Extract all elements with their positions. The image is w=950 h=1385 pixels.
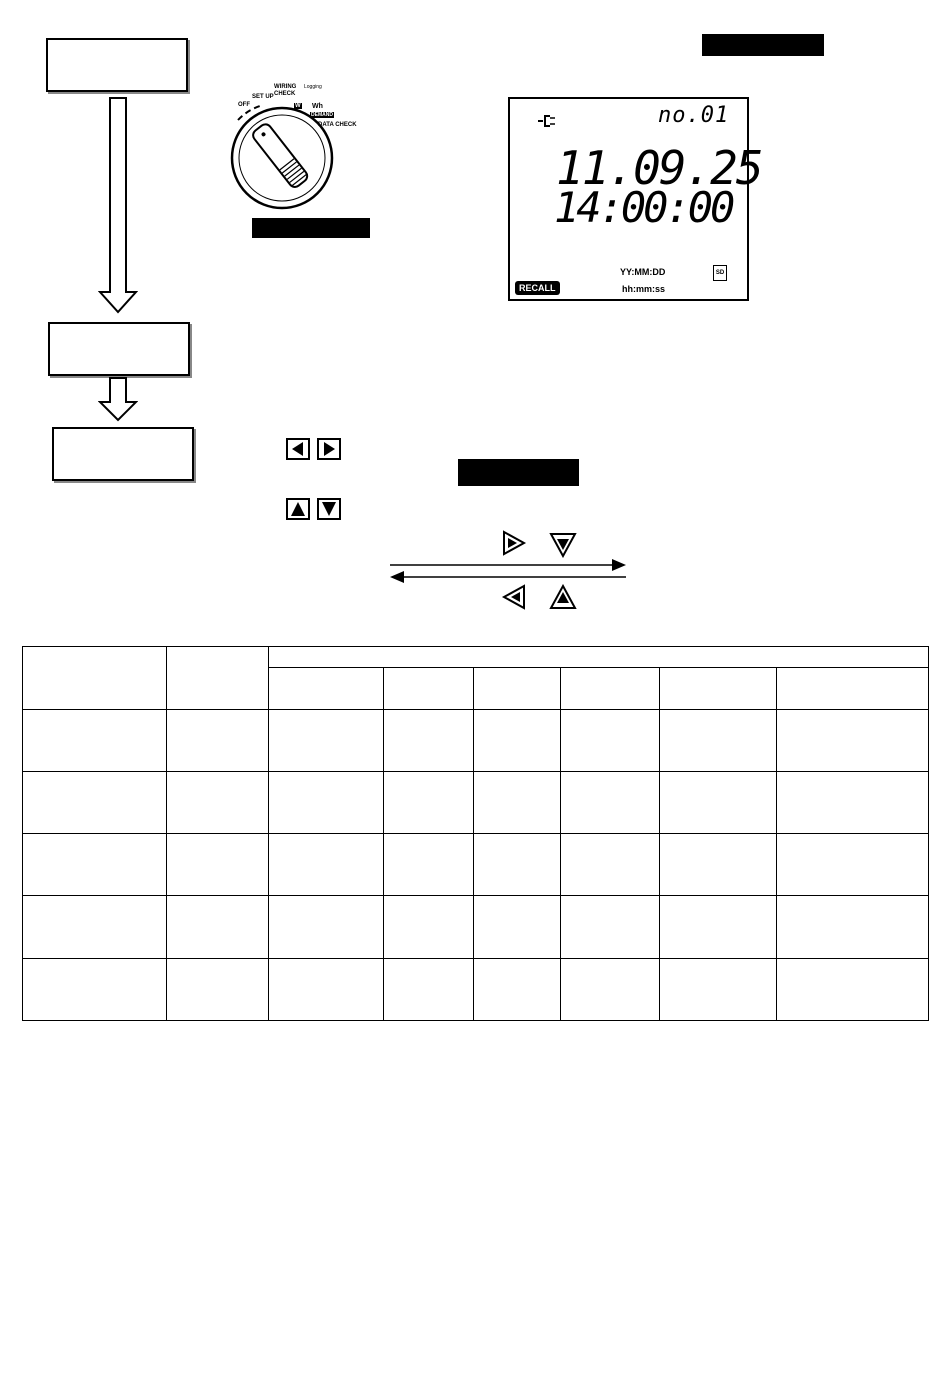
table-subheader-cell	[474, 668, 561, 710]
flow-arrow-short-icon	[98, 376, 138, 424]
table-cell	[561, 772, 660, 834]
dial-label-wh: Wh	[312, 103, 323, 110]
table-cell	[167, 772, 269, 834]
dial-caption-bar	[252, 218, 370, 238]
table-cell	[660, 896, 777, 959]
plug-icon	[538, 115, 556, 127]
flow-arrow-long-icon	[98, 96, 138, 316]
dial-label-off: OFF	[238, 102, 250, 108]
backward-direction-arrow-icon	[388, 570, 628, 584]
table-cell	[167, 834, 269, 896]
lcd-recall-badge: RECALL	[515, 281, 560, 295]
table-cell	[384, 772, 474, 834]
backward-up-symbol-icon	[549, 584, 577, 610]
backward-left-symbol-icon	[500, 584, 528, 610]
dial-label-setup: SET UP	[252, 94, 274, 100]
table-header-group-cell	[269, 647, 929, 668]
table-cell	[384, 896, 474, 959]
table-cell	[384, 959, 474, 1021]
down-arrow-key-icon[interactable]	[317, 498, 341, 520]
table-cell	[167, 896, 269, 959]
table-cell	[167, 959, 269, 1021]
table-cell	[777, 959, 929, 1021]
table-cell	[23, 959, 167, 1021]
table-cell	[777, 772, 929, 834]
table-cell	[660, 959, 777, 1021]
lcd-record-number: no.01	[658, 103, 730, 128]
table-cell	[384, 834, 474, 896]
flow-step-2-box	[48, 322, 190, 376]
table-subheader-cell	[384, 668, 474, 710]
table-cell	[474, 834, 561, 896]
table-cell	[23, 772, 167, 834]
function-dial[interactable]	[220, 84, 380, 214]
lcd-display	[508, 97, 762, 301]
table-cell	[474, 710, 561, 772]
settings-table	[22, 646, 929, 1021]
forward-right-symbol-icon	[500, 530, 528, 556]
sd-card-icon	[713, 265, 727, 281]
table-row	[23, 896, 929, 959]
table-cell	[474, 772, 561, 834]
dial-label-demand: DEMAND	[311, 112, 333, 118]
table-cell	[269, 896, 384, 959]
table-subheader-cell	[269, 668, 384, 710]
table-row	[23, 772, 929, 834]
table-cell	[561, 896, 660, 959]
dial-label-w: W	[295, 103, 301, 109]
left-arrow-key-icon[interactable]	[286, 438, 310, 460]
keys-caption-bar	[458, 459, 579, 486]
table-cell	[269, 834, 384, 896]
table-cell	[660, 710, 777, 772]
table-row	[23, 959, 929, 1021]
table-cell	[23, 896, 167, 959]
table-cell	[269, 772, 384, 834]
table-cell	[660, 834, 777, 896]
lcd-time-format: hh:mm:ss	[622, 284, 666, 294]
table-cell	[777, 710, 929, 772]
sd-card-label: SD	[715, 270, 725, 276]
table-cell	[384, 710, 474, 772]
table-header-cell	[167, 647, 269, 710]
table-subheader-cell	[561, 668, 660, 710]
table-cell	[23, 710, 167, 772]
right-arrow-key-icon[interactable]	[317, 438, 341, 460]
table-cell	[561, 834, 660, 896]
table-cell	[269, 710, 384, 772]
table-row	[23, 710, 929, 772]
lcd-time-value: 14:00:00	[554, 183, 733, 232]
table-cell	[660, 772, 777, 834]
heading-bar-top-right	[702, 34, 824, 56]
table-row	[23, 834, 929, 896]
table-subheader-cell	[777, 668, 929, 710]
table-cell	[474, 959, 561, 1021]
table-cell	[23, 834, 167, 896]
lcd-date-format: YY:MM:DD	[620, 267, 666, 277]
table-cell	[474, 896, 561, 959]
flow-step-3-box	[52, 427, 194, 481]
table-cell	[167, 710, 269, 772]
dial-label-logging: Logging	[304, 84, 322, 90]
forward-down-symbol-icon	[549, 532, 577, 558]
table-cell	[561, 959, 660, 1021]
dial-label-wiring-check: WIRING CHECK	[274, 84, 297, 97]
table-header-row	[23, 647, 929, 668]
table-cell	[777, 896, 929, 959]
table-subheader-cell	[660, 668, 777, 710]
up-arrow-key-icon[interactable]	[286, 498, 310, 520]
table-header-cell	[23, 647, 167, 710]
dial-label-data-check: DATA CHECK	[318, 122, 357, 128]
lcd-date-value: 11.09.25	[556, 141, 762, 195]
table-cell	[777, 834, 929, 896]
table-cell	[269, 959, 384, 1021]
table-cell	[561, 710, 660, 772]
flow-step-1-box	[46, 38, 188, 92]
